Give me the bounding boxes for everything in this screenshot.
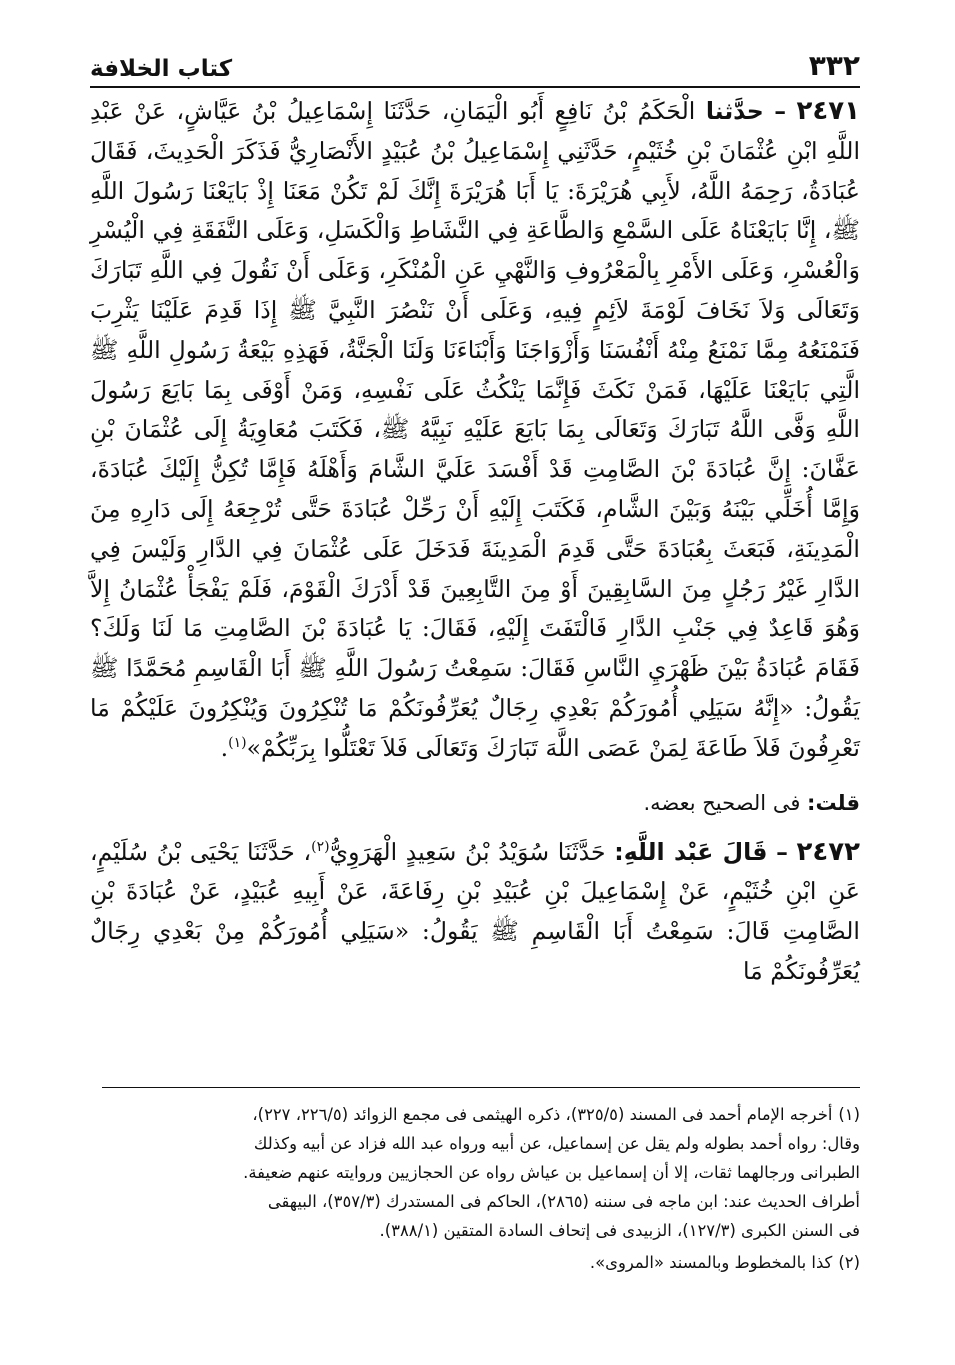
hadith-text: الْحَكَمُ بْنُ نَافِعٍ أَبُو الْيَمَانِ، حَدَّثَنَا إِسْمَاعِيلُ بْنُ عَيَّاشٍ، عَنْ عَبْدِ اللَّهِ ابْنِ عُثْمَانَ بْنِ خُثَيْمٍ، حَدَّثَنِي إِسْمَاعِيلُ بْنُ عُبَيْدٍ الأَنْصَارِيُّ فَذَكَرَ الْحَدِيثَ، فَقَالَ عُبَادَةُ، رَحِمَهُ اللَّهُ، لأَبِي هُرَيْرَةَ: يَا أَبَا هُرَيْرَةَ إِنَّكَ لَمْ تَكُنْ مَعَنَا إِذْ بَايَعْنَا رَسُولَ اللَّهِ ﷺ، إِنَّا بَايَعْنَاهُ عَلَى السَّمْعِ وَالطَّاعَةِ فِي النَّشَاطِ وَالْكَسَلِ، وَعَلَى النَّفَقَةِ فِي الْيُسْرِ وَالْعُسْرِ، وَعَلَى الأَمْرِ بِالْمَعْرُوفِ وَالنَّهْيِ عَنِ الْمُنْكَرِ، وَعَلَى أَنْ نَقُولَ فِي اللَّهِ تَبَارَكَ وَتَعَالَى وَلاَ نَخَافَ لَوْمَةَ لاَئِمٍ فِيهِ، وَعَلَى أَنْ نَنْصُرَ النَّبِيَّ ﷺ إِذَا قَدِمَ عَلَيْنَا يَثْرِبَ فَنَمْنَعُهُ مِمَّا نَمْنَعُ مِنْهُ أَنْفُسَنَا وَأَزْوَاجَنَا وَأَبْنَاءَنَا وَلَنَا الْجَنَّةُ، فَهَذِهِ بَيْعَةُ رَسُولِ اللَّهِ ﷺ الَّتِي بَايَعْنَا عَلَيْهَا، فَمَنْ نَكَثَ فَإِنَّمَا يَنْكُثُ عَلَى نَفْسِهِ، وَمَنْ أَوْفَى بِمَا بَايَعَ رَسُولَ اللَّهِ وَفَّى اللَّهُ تَبَارَكَ وَتَعَالَى بِمَا بَايَعَ عَلَيْهِ نَبِيَّهُ ﷺ، فَكَتَبَ مُعَاوِيَةُ إِلَى عُثْمَانَ بْنِ عَفَّانَ: إِنَّ عُبَادَةَ بْنَ الصَّامِتِ قَدْ أَفْسَدَ عَلَيَّ الشَّامَ وَأَهْلَهُ فَإِمَّا تُكِنُّ إِلَيْكَ عُبَادَةَ، وَإِمَّا أُخَلِّي بَيْنَهُ وَبَيْنَ الشَّامِ، فَكَتَبَ إِلَيْهِ أَنْ رَحِّلْ عُبَادَةَ حَتَّى تُرْجِعَهُ إِلَى دَارِهِ مِنَ الْمَدِينَةِ، فَبَعَثَ بِعُبَادَةَ حَتَّى قَدِمَ الْمَدِينَةَ فَدَخَلَ عَلَى عُثْمَانَ فِي الدَّارِ وَلَيْسَ فِي الدَّارِ غَيْرُ رَجُلٍ مِنَ السَّابِقِينَ أَوْ مِنَ التَّابِعِينَ قَدْ أَدْرَكَ الْقَوْمَ، فَلَمْ يَفْجَأْ عُثْمَانُ إِلاَّ وَهُوَ قَاعِدٌ فِي جَنْبِ الدَّارِ فَالْتَفَتَ إِلَيْهِ، فَقَالَ: يَا عُبَادَةَ بْنَ الصَّامِتِ مَا لَنَا وَلَكَ؟ فَقَامَ عُبَادَةُ بَيْنَ ظَهْرَيِ النَّاسِ فَقَالَ: سَمِعْتُ رَسُولَ اللَّهِ ﷺ أَبَا الْقَاسِمِ مُحَمَّدًا ﷺ يَقُولُ: «إِنَّهُ سَيَلِي أُمُورَكُمْ بَعْدِي رِجَالٌ يُعَرِّفُونَكُمْ مَا تُنْكِرُونَ وَيُنْكِرُونَ عَلَيْكُمْ مَا تَعْرِفُونَ فَلاَ طَاعَةَ لِمَنْ عَصَى اللَّهَ تَبَارَكَ وَتَعَالَى فَلاَ تَعْتَلُّوا بِرَبِّكُمْ» [90, 97, 860, 762]
hadith-dash: – [774, 97, 787, 125]
hadith-opening: قَالَ عَبْد اللَّهِ: [614, 837, 768, 866]
main-text [90, 92, 860, 992]
footnote-ref-1[interactable]: (١) [228, 734, 247, 751]
footnote-1-number: (١) [838, 1105, 860, 1124]
footnote-2-text: كذا بالمخطوط وبالمسند «المروى». [589, 1253, 833, 1272]
hadith-text-before-note: حَدَّثَنَا سُوَيْدُ بْنُ سَعِيدٍ الْهَرَوِيُّ [329, 837, 606, 866]
qult-comment [90, 791, 860, 815]
hadith-dash: – [776, 837, 788, 866]
footnote-1-line-1 [90, 1100, 860, 1129]
hadith-opening: حدَّثنا [705, 97, 764, 125]
hadith-number: ٢٤٧١ [796, 96, 861, 126]
footnote-1-line-5: فى السنن الكبرى (١٢٧/٣)، الزبيدى فى إتحاف السادة المتقين (٣٨٨/١). [379, 1221, 860, 1240]
footnotes [90, 1100, 860, 1277]
hadith-end: . [220, 733, 229, 762]
hadith-text-after-note: ، حَدَّثَنَا يَحْيَى بْنُ سُلَيْمٍ، عَنِ ابْنِ خُثَيْمٍ، عَنْ إِسْمَاعِيلَ بْنِ عُبَيْدِ بْنِ رِفَاعَةَ، عَنْ أَبِيهِ عُبَيْدٍ، عَنْ عُبَادَةَ بْنِ الصَّامِتِ قَالَ: سَمِعْتُ أَبَا الْقَاسِمِ ﷺ يَقُولُ: «سَيَلِي أُمُورَكُمْ مِنْ بَعْدِي رِجَالٌ يُعَرِّفُونَكُمْ مَا [90, 837, 860, 985]
hadith-2472 [90, 833, 860, 992]
hadith-2471 [90, 92, 860, 769]
qult-label: قلت: [807, 790, 860, 815]
footnote-divider [102, 1087, 860, 1088]
footnote-1-line-2: وقال: رواه أحمد بطوله ولم يقل عن إسماعيل، عن أبيه ورواه عبد الله فزاد عن أبيه وكذلك [253, 1134, 860, 1153]
hadith-number: ٢٤٧٢ [796, 836, 861, 867]
footnote-1-line-3: الطبرانى ورجالهما ثقات، إلا أن إسماعيل بن عياش رواه عن الحجازيين وروايته عنهم ضعيفة. [243, 1163, 860, 1182]
footnote-ref-2[interactable]: (٢) [311, 838, 330, 855]
footnote-1 [90, 1100, 860, 1245]
page-number: ٣٣٢ [808, 49, 860, 82]
footnote-1-line-4: أطراف الحديث عند: ابن ماجه فى سننه (٢٨٦٥)، الحاكم فى المستدرك (٣٥٧/٣)، البيهقى [267, 1192, 860, 1211]
qult-text: فى الصحيح بعضه. [643, 790, 801, 815]
footnote-1-text-1: أخرجه الإمام أحمد فى المسند (٣٢٥/٥)، ذكره الهيثمى فى مجمع الزوائد (٢٢٦/٥، ٢٢٧)، [252, 1105, 833, 1124]
page-header [90, 38, 860, 88]
book-title: كتاب الخلافة [90, 56, 233, 82]
footnote-2 [90, 1248, 860, 1277]
footnote-2-number: (٢) [838, 1253, 860, 1272]
